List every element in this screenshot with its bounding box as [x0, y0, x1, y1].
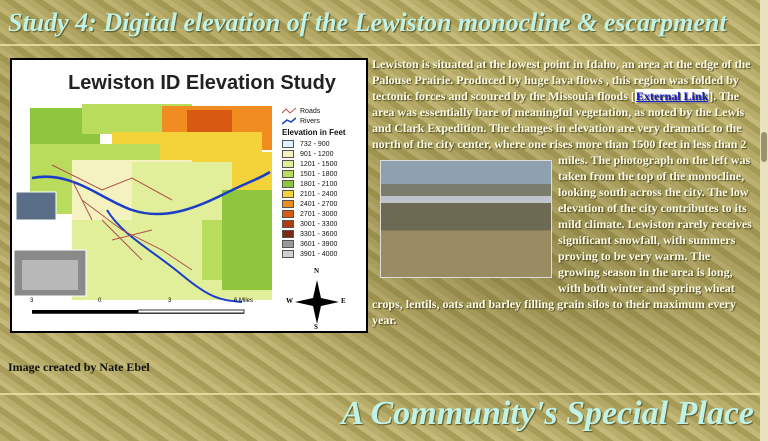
legend-swatch [282, 150, 294, 158]
article-paragraph [372, 56, 752, 328]
scale-label-mid: 3 [168, 298, 172, 304]
legend-entry-label: 1801 - 2100 [300, 180, 338, 188]
zone-south-east [222, 190, 272, 290]
legend-entry-label: 3601 - 3900 [300, 240, 338, 248]
article-text [372, 56, 752, 328]
scale-label-left: 3 [30, 298, 34, 304]
legend-items [282, 139, 346, 259]
compass-n: N [314, 267, 320, 275]
map-title: Lewiston ID Elevation Study [68, 72, 336, 94]
zone-red-north [187, 110, 232, 132]
legend-entry-label: 1201 - 1500 [300, 160, 338, 168]
legend-rivers [282, 116, 346, 126]
scale-label-right: 6 Miles [234, 298, 254, 304]
legend-entry-label: 2701 - 3000 [300, 210, 338, 218]
legend-entry [282, 239, 346, 249]
legend-entry [282, 149, 346, 159]
legend-roads-label: Roads [300, 107, 321, 115]
legend-entry-label: 3301 - 3600 [300, 230, 338, 238]
legend-entry [282, 179, 346, 189]
legend-entry [282, 169, 346, 179]
legend-entry-label: 3001 - 3300 [300, 220, 338, 228]
legend-roads [282, 106, 346, 116]
legend-swatch [282, 220, 294, 228]
legend-entry [282, 249, 346, 259]
legend-entry [282, 159, 346, 169]
elevation-map [10, 58, 368, 333]
legend-entry-label: 732 - 900 [300, 140, 330, 148]
legend-swatch [282, 180, 294, 188]
image-credit: Image created by Nate Ebel [8, 360, 150, 374]
legend-swatch [282, 200, 294, 208]
legend-entry-label: 2401 - 2700 [300, 200, 338, 208]
legend-swatch [282, 240, 294, 248]
legend-entry-label: 901 - 1200 [300, 150, 334, 158]
legend-entry [282, 189, 346, 199]
monocline-photo [380, 160, 552, 278]
legend-rivers-label: Rivers [300, 117, 320, 125]
legend-entry [282, 229, 346, 239]
scale-label-zero: 0 [98, 298, 102, 304]
compass-rose [295, 280, 339, 324]
article-part-2-lead: ]. The area was essentially bare of meaningful vegetation, as noted by the Lewis and Clark Expedition. The changes in elevation are very dramatic to the north of the city center, where one rises more than 1500 feet in [372, 89, 745, 151]
article-part-1: Lewiston is situated at the lowest point in Idaho, an area at the edge of the Palouse Prairie. Produced by huge lava flows , this region was folded by tectonic forces and scoured by the Missoula floods [ [372, 57, 751, 103]
legend-swatch [282, 250, 294, 258]
compass-s: S [314, 323, 318, 331]
legend-swatch [282, 140, 294, 148]
legend-swatch [282, 170, 294, 178]
legend-swatch [282, 210, 294, 218]
legend-entry [282, 199, 346, 209]
legend-swatch [282, 190, 294, 198]
article-part-2-rest: less than 2 miles. The photograph on the left was taken from the top of the monocline, looking south across the city. The low elevation of the city contributes to its mild climate. Lewiston rarely receives significant snowfall, with summers proving to be very warm. The growing season in the area is long, with both winter and spring wheat crops, lentils, oats and barley filling grain silos to their maximum every year. [372, 137, 752, 327]
page-scrollbar[interactable] [760, 0, 768, 441]
legend-heading: Elevation in Feet [282, 128, 346, 137]
footer-title: A Community's Special Place [341, 395, 754, 432]
legend-entry-label: 2101 - 2400 [300, 190, 338, 198]
roads-line-icon [282, 107, 296, 115]
legend-entry-label: 1501 - 1800 [300, 170, 338, 178]
external-link[interactable]: External Link [635, 89, 709, 103]
legend-swatch [282, 230, 294, 238]
map-legend [282, 106, 346, 259]
legend-swatch [282, 160, 294, 168]
legend-entry-label: 3901 - 4000 [300, 250, 338, 258]
compass-w: W [286, 297, 293, 305]
page-title: Study 4: Digital elevation of the Lewiston monocline & escarpment [8, 8, 727, 37]
legend-entry [282, 209, 346, 219]
divider-top [0, 44, 760, 46]
compass-e: E [341, 297, 346, 305]
inset-photo-boat [16, 192, 56, 220]
scrollbar-thumb[interactable] [761, 132, 767, 162]
legend-entry [282, 139, 346, 149]
rivers-line-icon [282, 117, 296, 125]
legend-entry [282, 219, 346, 229]
